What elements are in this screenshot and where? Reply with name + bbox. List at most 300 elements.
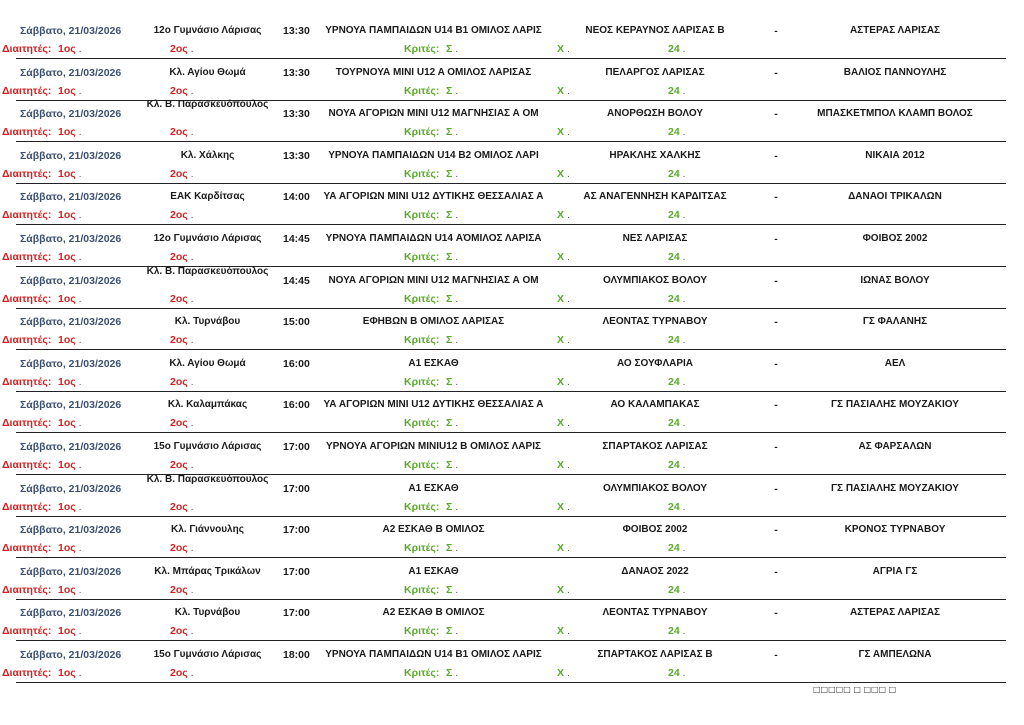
judge-24-label: 24 bbox=[668, 84, 680, 97]
judge-24 bbox=[668, 622, 698, 640]
judge-24 bbox=[668, 248, 698, 266]
versus-dash: - bbox=[774, 191, 778, 204]
judge-s-label: Σ bbox=[446, 625, 453, 638]
second-referee bbox=[170, 456, 210, 474]
referees-label: Διαιτητές: bbox=[2, 126, 52, 139]
judge-24 bbox=[668, 456, 698, 474]
game-row bbox=[0, 313, 1024, 355]
judge-24 bbox=[668, 539, 698, 557]
referees-label: Διαιτητές: bbox=[2, 500, 52, 513]
away-team: ΦΟΙΒΟΣ 2002 bbox=[862, 232, 928, 244]
game-row bbox=[0, 22, 1024, 64]
first-referee bbox=[58, 40, 98, 58]
second-referee bbox=[170, 82, 210, 100]
home-team: ΛΕΟΝΤΑΣ ΤΥΡΝΑΒΟΥ bbox=[602, 607, 708, 619]
game-info-line bbox=[0, 521, 1024, 539]
game-venue: Κλ. Μπάρας Τρικάλων bbox=[154, 565, 261, 577]
first-referee-slot: . bbox=[78, 167, 82, 180]
judge-x-slot: . bbox=[566, 292, 570, 305]
game-time: 18:00 bbox=[283, 648, 310, 661]
versus-dash: - bbox=[774, 108, 778, 121]
game-row bbox=[0, 521, 1024, 563]
game-competition: ΥΡΝΟΥΑ ΑΓΟΡΙΩΝ ΜΙΝΙU12 Β ΟΜΙΛΟΣ ΛΑΡΙΣ bbox=[326, 440, 541, 452]
first-referee-slot: . bbox=[78, 375, 82, 388]
judge-s-label: Σ bbox=[446, 126, 453, 139]
judge-x bbox=[557, 414, 577, 432]
game-time: 17:00 bbox=[283, 440, 310, 453]
away-team: ΝΙΚΑΙΑ 2012 bbox=[865, 149, 925, 161]
judge-24-label: 24 bbox=[668, 167, 680, 180]
game-date: Σάββατο, 21/03/2026 bbox=[20, 191, 122, 204]
versus-dash: - bbox=[774, 482, 778, 495]
judge-x bbox=[557, 664, 577, 682]
first-referee-label: 1ος bbox=[58, 458, 76, 471]
judge-s bbox=[446, 498, 466, 516]
judge-s-label: Σ bbox=[446, 209, 453, 222]
judge-x-slot: . bbox=[566, 334, 570, 347]
first-referee-slot: . bbox=[78, 417, 82, 430]
away-team: ΙΩΝΑΣ ΒΟΛΟΥ bbox=[860, 274, 930, 286]
second-referee-slot: . bbox=[190, 126, 194, 139]
game-competition: ΥΡΝΟΥΑ ΠΑΜΠΑΙΔΩΝ U14 ΑΌΜΙΛΟΣ ΛΑΡΙΣΑ bbox=[325, 232, 542, 244]
officials-line bbox=[2, 622, 1006, 641]
game-competition: ΥΑ ΑΓΟΡΙΩΝ ΜΙΝΙ U12 ΔΥΤΙΚΗΣ ΘΕΣΣΑΛΙΑΣ Α bbox=[323, 399, 544, 411]
second-referee-label: 2ος bbox=[170, 167, 188, 180]
judge-x-slot: . bbox=[566, 250, 570, 263]
officials-line bbox=[2, 40, 1006, 59]
second-referee-label: 2ος bbox=[170, 583, 188, 596]
judge-s-slot: . bbox=[455, 167, 459, 180]
second-referee-slot: . bbox=[190, 84, 194, 97]
first-referee-slot: . bbox=[78, 666, 82, 679]
referees-label: Διαιτητές: bbox=[2, 542, 52, 555]
versus-dash: - bbox=[774, 357, 778, 370]
game-row bbox=[0, 646, 1024, 688]
versus-dash: - bbox=[774, 607, 778, 620]
officials-line bbox=[2, 539, 1006, 558]
judge-s-label: Σ bbox=[446, 458, 453, 471]
game-time: 17:00 bbox=[283, 565, 310, 578]
first-referee bbox=[58, 123, 98, 141]
second-referee bbox=[170, 40, 210, 58]
officials-line bbox=[2, 414, 1006, 433]
second-referee-slot: . bbox=[190, 334, 194, 347]
judge-s-slot: . bbox=[455, 583, 459, 596]
game-date: Σάββατο, 21/03/2026 bbox=[20, 274, 122, 287]
judge-x-slot: . bbox=[566, 375, 570, 388]
judge-s bbox=[446, 581, 466, 599]
judge-s-label: Σ bbox=[446, 292, 453, 305]
game-competition: Α2 ΕΣΚΑΘ Β ΟΜΙΛΟΣ bbox=[382, 607, 485, 619]
game-competition: ΝΟΥΑ ΑΓΟΡΙΩΝ ΜΙΝΙ U12 ΜΑΓΝΗΣΙΑΣ Α ΟΜ bbox=[328, 274, 539, 286]
game-date: Σάββατο, 21/03/2026 bbox=[20, 149, 122, 162]
officials-line bbox=[2, 82, 1006, 101]
judge-x-label: Χ bbox=[557, 458, 565, 471]
away-team: ΓΣ ΦΑΛΑΝΗΣ bbox=[862, 316, 928, 328]
game-info-line bbox=[0, 147, 1024, 165]
first-referee bbox=[58, 82, 98, 100]
first-referee bbox=[58, 165, 98, 183]
game-date: Σάββατο, 21/03/2026 bbox=[20, 316, 122, 329]
judge-x bbox=[557, 165, 577, 183]
first-referee bbox=[58, 331, 98, 349]
judge-x-slot: . bbox=[566, 126, 570, 139]
second-referee bbox=[170, 664, 210, 682]
officials-line bbox=[2, 248, 1006, 267]
judge-s-slot: . bbox=[455, 375, 459, 388]
second-referee-slot: . bbox=[190, 375, 194, 388]
referees-label: Διαιτητές: bbox=[2, 458, 52, 471]
judge-s bbox=[446, 165, 466, 183]
page-footer: □□□□□ □ □□□ □ bbox=[813, 685, 897, 694]
home-team: ΟΛΥΜΠΙΑΚΟΣ ΒΟΛΟΥ bbox=[602, 274, 708, 286]
second-referee-label: 2ος bbox=[170, 625, 188, 638]
second-referee-label: 2ος bbox=[170, 126, 188, 139]
game-date: Σάββατο, 21/03/2026 bbox=[20, 648, 122, 661]
judge-24-label: 24 bbox=[668, 500, 680, 513]
schedule-sheet bbox=[0, 22, 1024, 688]
judge-24 bbox=[668, 206, 698, 224]
game-date: Σάββατο, 21/03/2026 bbox=[20, 482, 122, 495]
second-referee-slot: . bbox=[190, 209, 194, 222]
referees-label: Διαιτητές: bbox=[2, 209, 52, 222]
game-venue: Κλ. Καλαμπάκας bbox=[167, 399, 248, 411]
second-referee bbox=[170, 206, 210, 224]
judge-x-label: Χ bbox=[557, 292, 565, 305]
judge-s-slot: . bbox=[455, 334, 459, 347]
judge-24-slot: . bbox=[682, 542, 686, 555]
officials-line bbox=[2, 206, 1006, 225]
game-time: 17:00 bbox=[283, 607, 310, 620]
game-venue: 12ο Γυμνάσιο Λάρισας bbox=[153, 232, 262, 244]
game-venue: Κλ. Β. Παρασκευόπουλος bbox=[146, 99, 269, 111]
first-referee-slot: . bbox=[78, 334, 82, 347]
versus-dash: - bbox=[774, 565, 778, 578]
versus-dash: - bbox=[774, 524, 778, 537]
home-team: ΑΣ ΑΝΑΓΕΝΝΗΣΗ ΚΑΡΔΙΤΣΑΣ bbox=[583, 191, 727, 203]
judge-x-label: Χ bbox=[557, 375, 565, 388]
game-time: 15:00 bbox=[283, 316, 310, 329]
judge-24 bbox=[668, 373, 698, 391]
game-competition: ΕΦΗΒΩΝ Β ΟΜΙΛΟΣ ΛΑΡΙΣΑΣ bbox=[362, 316, 505, 328]
game-venue: 12ο Γυμνάσιο Λάρισας bbox=[153, 25, 262, 36]
second-referee-label: 2ος bbox=[170, 334, 188, 347]
first-referee bbox=[58, 664, 98, 682]
judge-x bbox=[557, 622, 577, 640]
game-row bbox=[0, 147, 1024, 189]
second-referee-slot: . bbox=[190, 167, 194, 180]
second-referee-slot: . bbox=[190, 500, 194, 513]
game-row bbox=[0, 188, 1024, 230]
home-team: ΣΠΑΡΤΑΚΟΣ ΛΑΡΙΣΑΣ Β bbox=[597, 648, 713, 660]
game-row bbox=[0, 473, 1024, 522]
versus-dash: - bbox=[774, 25, 778, 37]
home-team: ΠΕΛΑΡΓΟΣ ΛΑΡΙΣΑΣ bbox=[605, 66, 705, 78]
home-team: ΣΠΑΡΤΑΚΟΣ ΛΑΡΙΣΑΣ bbox=[602, 440, 708, 452]
versus-dash: - bbox=[774, 232, 778, 245]
first-referee bbox=[58, 373, 98, 391]
away-team: ΓΣ ΠΑΣΙΑΛΗΣ ΜΟΥΖΑΚΙΟΥ bbox=[831, 482, 959, 494]
game-competition: Α1 ΕΣΚΑΘ bbox=[408, 482, 459, 494]
judge-x bbox=[557, 373, 577, 391]
second-referee-label: 2ος bbox=[170, 250, 188, 263]
judge-24-label: 24 bbox=[668, 542, 680, 555]
judges-label: Κριτές: bbox=[404, 583, 440, 596]
away-team: ΑΣΤΕΡΑΣ ΛΑΡΙΣΑΣ bbox=[849, 607, 941, 619]
second-referee bbox=[170, 373, 210, 391]
game-competition: ΤΟΥΡΝΟΥΑ ΜΙΝΙ U12 A ΟΜΙΛΟΣ ΛΑΡΙΣΑΣ bbox=[335, 66, 532, 78]
game-time: 16:00 bbox=[283, 357, 310, 370]
first-referee-label: 1ος bbox=[58, 583, 76, 596]
judge-x bbox=[557, 82, 577, 100]
judge-24-label: 24 bbox=[668, 292, 680, 305]
home-team: ΑΝΟΡΘΩΣΗ ΒΟΛΟΥ bbox=[607, 108, 703, 120]
first-referee-slot: . bbox=[78, 583, 82, 596]
game-row bbox=[0, 396, 1024, 438]
judge-s bbox=[446, 248, 466, 266]
game-info-line bbox=[0, 396, 1024, 414]
second-referee bbox=[170, 581, 210, 599]
game-competition: ΥΡΝΟΥΑ ΠΑΜΠΑΙΔΩΝ U14 Β2 ΟΜΙΛΟΣ ΛΑΡΙ bbox=[328, 149, 539, 161]
away-team: ΑΓΡΙΑ ΓΣ bbox=[872, 565, 918, 577]
judge-x-label: Χ bbox=[557, 167, 565, 180]
officials-line bbox=[2, 123, 1006, 142]
game-info-line bbox=[0, 355, 1024, 373]
judge-x bbox=[557, 539, 577, 557]
first-referee-slot: . bbox=[78, 209, 82, 222]
judges-label: Κριτές: bbox=[404, 209, 440, 222]
judges-label: Κριτές: bbox=[404, 84, 440, 97]
judge-s bbox=[446, 664, 466, 682]
judge-x-label: Χ bbox=[557, 250, 565, 263]
game-info-line bbox=[0, 230, 1024, 248]
game-time: 13:30 bbox=[283, 25, 310, 37]
first-referee-label: 1ος bbox=[58, 666, 76, 679]
second-referee-label: 2ος bbox=[170, 500, 188, 513]
judge-24-label: 24 bbox=[668, 126, 680, 139]
officials-line bbox=[2, 331, 1006, 350]
first-referee-slot: . bbox=[78, 542, 82, 555]
judge-24-slot: . bbox=[682, 167, 686, 180]
second-referee-slot: . bbox=[190, 417, 194, 430]
game-competition: Α1 ΕΣΚΑΘ bbox=[408, 565, 459, 577]
game-venue: Κλ. Χάλκης bbox=[180, 149, 235, 161]
judge-x bbox=[557, 581, 577, 599]
away-team: ΜΠΑΣΚΕΤΜΠΟΛ ΚΛΑΜΠ ΒΟΛΟΣ bbox=[817, 108, 973, 120]
game-info-line bbox=[0, 473, 1024, 498]
judge-x bbox=[557, 206, 577, 224]
game-info-line bbox=[0, 604, 1024, 622]
first-referee bbox=[58, 539, 98, 557]
judge-x-slot: . bbox=[566, 542, 570, 555]
game-time: 14:00 bbox=[283, 191, 310, 204]
judge-24-label: 24 bbox=[668, 250, 680, 263]
judge-24-label: 24 bbox=[668, 458, 680, 471]
away-team: ΑΣ ΦΑΡΣΑΛΩΝ bbox=[858, 440, 932, 452]
first-referee-label: 1ος bbox=[58, 84, 76, 97]
judge-24-slot: . bbox=[682, 458, 686, 471]
game-info-line bbox=[0, 438, 1024, 456]
first-referee-slot: . bbox=[78, 292, 82, 305]
versus-dash: - bbox=[774, 149, 778, 162]
first-referee-label: 1ος bbox=[58, 375, 76, 388]
judge-s-slot: . bbox=[455, 500, 459, 513]
second-referee bbox=[170, 622, 210, 640]
game-info-line bbox=[0, 313, 1024, 331]
judge-x-slot: . bbox=[566, 84, 570, 97]
away-team: ΓΣ ΠΑΣΙΑΛΗΣ ΜΟΥΖΑΚΙΟΥ bbox=[831, 399, 959, 411]
game-competition: ΥΡΝΟΥΑ ΠΑΜΠΑΙΔΩΝ U14 Β1 ΟΜΙΛΟΣ ΛΑΡΙΣ bbox=[325, 648, 542, 660]
first-referee bbox=[58, 581, 98, 599]
judge-x-slot: . bbox=[566, 167, 570, 180]
judge-s-slot: . bbox=[455, 542, 459, 555]
judge-s-slot: . bbox=[455, 666, 459, 679]
home-team: ΗΡΑΚΛΗΣ ΧΑΛΚΗΣ bbox=[609, 149, 701, 161]
judge-24-slot: . bbox=[682, 666, 686, 679]
first-referee-label: 1ος bbox=[58, 250, 76, 263]
judge-x-slot: . bbox=[566, 458, 570, 471]
judge-x-label: Χ bbox=[557, 542, 565, 555]
game-date: Σάββατο, 21/03/2026 bbox=[20, 524, 122, 537]
game-time: 17:00 bbox=[283, 524, 310, 537]
judge-24-slot: . bbox=[682, 583, 686, 596]
judges-label: Κριτές: bbox=[404, 126, 440, 139]
judge-s bbox=[446, 456, 466, 474]
first-referee-slot: . bbox=[78, 458, 82, 471]
game-row bbox=[0, 99, 1024, 147]
judge-24-slot: . bbox=[682, 84, 686, 97]
judge-s-slot: . bbox=[455, 43, 459, 55]
second-referee-label: 2ος bbox=[170, 43, 188, 55]
first-referee-label: 1ος bbox=[58, 417, 76, 430]
second-referee bbox=[170, 331, 210, 349]
judge-s-slot: . bbox=[455, 417, 459, 430]
judge-x-label: Χ bbox=[557, 417, 565, 430]
first-referee-label: 1ος bbox=[58, 126, 76, 139]
game-venue: Κλ. Τυρνάβου bbox=[174, 316, 241, 328]
second-referee-slot: . bbox=[190, 542, 194, 555]
judge-x-slot: . bbox=[566, 666, 570, 679]
second-referee-label: 2ος bbox=[170, 375, 188, 388]
officials-line bbox=[2, 456, 1006, 475]
officials-line bbox=[2, 290, 1006, 309]
game-time: 13:30 bbox=[283, 149, 310, 162]
game-venue: Κλ. Γιάννουλης bbox=[171, 524, 244, 536]
judge-24-slot: . bbox=[682, 417, 686, 430]
judge-s-slot: . bbox=[455, 292, 459, 305]
judge-24 bbox=[668, 290, 698, 308]
judge-24-label: 24 bbox=[668, 417, 680, 430]
game-date: Σάββατο, 21/03/2026 bbox=[20, 357, 122, 370]
game-row bbox=[0, 563, 1024, 605]
game-date: Σάββατο, 21/03/2026 bbox=[20, 607, 122, 620]
judge-24-label: 24 bbox=[668, 334, 680, 347]
game-date: Σάββατο, 21/03/2026 bbox=[20, 25, 122, 37]
judge-s bbox=[446, 331, 466, 349]
judge-s-slot: . bbox=[455, 458, 459, 471]
second-referee-label: 2ος bbox=[170, 209, 188, 222]
judge-24-label: 24 bbox=[668, 375, 680, 388]
game-time: 14:45 bbox=[283, 274, 310, 287]
first-referee-slot: . bbox=[78, 43, 82, 55]
away-team: ΚΡΟΝΟΣ ΤΥΡΝΑΒΟΥ bbox=[844, 524, 946, 536]
judge-x bbox=[557, 456, 577, 474]
judge-s-label: Σ bbox=[446, 375, 453, 388]
judge-x bbox=[557, 40, 577, 58]
home-team: ΟΛΥΜΠΙΑΚΟΣ ΒΟΛΟΥ bbox=[602, 482, 708, 494]
judges-label: Κριτές: bbox=[404, 292, 440, 305]
judge-24 bbox=[668, 581, 698, 599]
game-date: Σάββατο, 21/03/2026 bbox=[20, 399, 122, 412]
game-venue: Κλ. Αγίου Θωμά bbox=[169, 357, 246, 369]
judges-label: Κριτές: bbox=[404, 375, 440, 388]
away-team: ΑΕΛ bbox=[884, 357, 906, 369]
judge-x-label: Χ bbox=[557, 126, 565, 139]
judge-24-slot: . bbox=[682, 500, 686, 513]
judge-s-slot: . bbox=[455, 625, 459, 638]
game-venue: Κλ. Τυρνάβου bbox=[174, 607, 241, 619]
game-info-line bbox=[0, 188, 1024, 206]
judge-x-label: Χ bbox=[557, 666, 565, 679]
judge-s-label: Σ bbox=[446, 334, 453, 347]
second-referee bbox=[170, 290, 210, 308]
judge-s-slot: . bbox=[455, 209, 459, 222]
game-competition: ΥΡΝΟΥΑ ΠΑΜΠΑΙΔΩΝ U14 Β1 ΟΜΙΛΟΣ ΛΑΡΙΣ bbox=[325, 25, 542, 36]
second-referee-slot: . bbox=[190, 458, 194, 471]
game-info-line bbox=[0, 646, 1024, 664]
second-referee bbox=[170, 414, 210, 432]
second-referee-slot: . bbox=[190, 583, 194, 596]
judge-x-label: Χ bbox=[557, 209, 565, 222]
game-info-line bbox=[0, 64, 1024, 82]
second-referee bbox=[170, 165, 210, 183]
second-referee-slot: . bbox=[190, 666, 194, 679]
game-date: Σάββατο, 21/03/2026 bbox=[20, 66, 122, 79]
officials-line bbox=[2, 664, 1006, 683]
game-venue: 15ο Γυμνάσιο Λάρισας bbox=[153, 440, 262, 452]
game-info-line bbox=[0, 99, 1024, 123]
judge-24 bbox=[668, 165, 698, 183]
judge-x-label: Χ bbox=[557, 500, 565, 513]
judge-x-slot: . bbox=[566, 417, 570, 430]
judge-24 bbox=[668, 82, 698, 100]
judge-x bbox=[557, 123, 577, 141]
home-team: ΛΕΟΝΤΑΣ ΤΥΡΝΑΒΟΥ bbox=[602, 316, 708, 328]
second-referee-label: 2ος bbox=[170, 666, 188, 679]
judge-s bbox=[446, 40, 466, 58]
first-referee-label: 1ος bbox=[58, 43, 76, 55]
judge-s bbox=[446, 82, 466, 100]
game-time: 16:00 bbox=[283, 399, 310, 412]
second-referee bbox=[170, 539, 210, 557]
referees-label: Διαιτητές: bbox=[2, 292, 52, 305]
first-referee bbox=[58, 498, 98, 516]
judge-x-slot: . bbox=[566, 500, 570, 513]
judge-x bbox=[557, 498, 577, 516]
judges-label: Κριτές: bbox=[404, 43, 440, 55]
judge-x-slot: . bbox=[566, 625, 570, 638]
away-team: ΒΑΛΙΟΣ ΠΑΝΝΟΥΛΗΣ bbox=[843, 66, 947, 78]
game-venue: Κλ. Β. Παρασκευόπουλος bbox=[146, 473, 269, 485]
judge-s-label: Σ bbox=[446, 542, 453, 555]
judge-24-slot: . bbox=[682, 43, 686, 55]
versus-dash: - bbox=[774, 648, 778, 661]
second-referee-slot: . bbox=[190, 43, 194, 55]
judges-label: Κριτές: bbox=[404, 417, 440, 430]
versus-dash: - bbox=[774, 274, 778, 287]
second-referee-label: 2ος bbox=[170, 84, 188, 97]
first-referee-slot: . bbox=[78, 126, 82, 139]
